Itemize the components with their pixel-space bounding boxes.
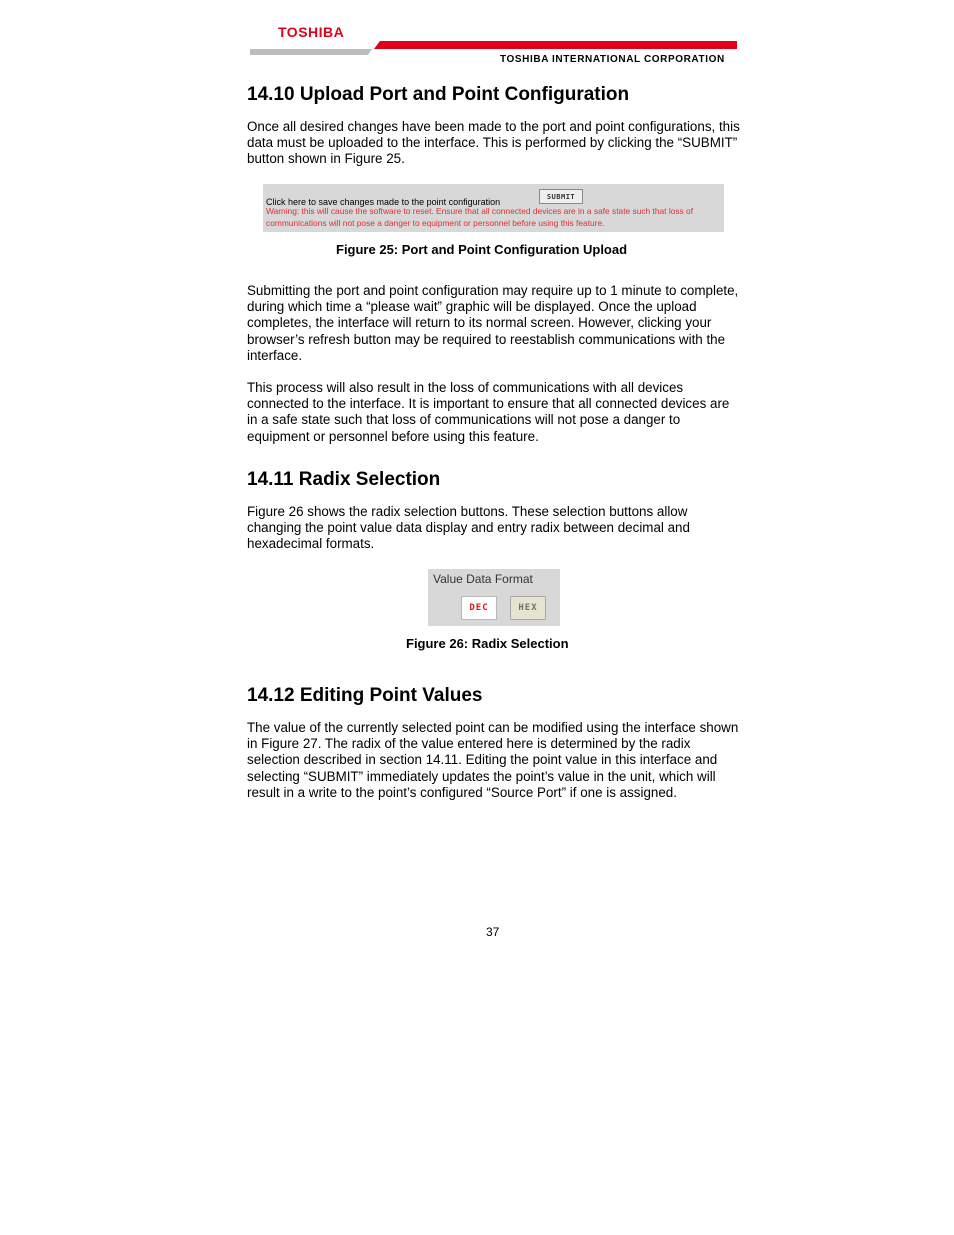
brand-logo: TOSHIBA: [278, 24, 345, 40]
heading-14-10: 14.10 Upload Port and Point Configuration: [247, 84, 630, 105]
submit-button[interactable]: SUBMIT: [539, 189, 583, 204]
header-band-red: [374, 41, 737, 49]
paragraph-radix-intro: Figure 26 shows the radix selection buttons. These selection buttons allow changing the point value data display and entry radix between decimal and hexadecimal formats.: [247, 504, 690, 552]
heading-14-12: 14.12 Editing Point Values: [247, 685, 483, 706]
page-number: 37: [486, 925, 500, 939]
value-data-format-title: Value Data Format: [433, 572, 533, 586]
submit-warning: Warning: this will cause the software to reset. Ensure that all connected devices are in a safe state such that loss of communications will not pose a danger to equipment or personnel before using this feature.: [266, 206, 694, 228]
corporation-name: TOSHIBA INTERNATIONAL CORPORATION: [500, 54, 725, 65]
dec-button[interactable]: DEC: [461, 596, 497, 620]
figure-25-caption: Figure 25: Port and Point Configuration Upload: [336, 242, 628, 257]
header-band-gray: [250, 49, 372, 55]
paragraph-upload-warning: This process will also result in the loss of communications with all devices connected to the interface. It is important to ensure that all connected devices are in a safe state such that loss of communications will not pose a danger to equipment or personnel before using this feature.: [247, 380, 730, 444]
paragraph-editing-values: The value of the currently selected point can be modified using the interface shown in Figure 27. The radix of the value entered here is determined by the radix selection described in section 14.11. Editing the point value in this interface and selecting “SUBMIT” immediately updates the point’s value in the unit, which will result in a write to the point’s configured “Source Port” if one is assigned.: [247, 720, 739, 800]
figure-26-caption: Figure 26: Radix Selection: [406, 636, 569, 651]
figure-25-submit-panel: [263, 184, 724, 232]
submit-label: Click here to save changes made to the point configuration: [266, 197, 501, 207]
paragraph-upload-timing: Submitting the port and point configuration may require up to 1 minute to complete, during which time a “please wait” graphic will be displayed. Once the upload completes, the interface will return to its normal screen. However, clicking your browser’s refresh button may be required to reestablish communications with the interface.: [247, 283, 739, 363]
hex-button[interactable]: HEX: [510, 596, 546, 620]
figure-26-radix-panel: [428, 569, 560, 626]
paragraph-upload-intro: Once all desired changes have been made to the port and point configurations, this data must be uploaded to the interface. This is performed by clicking the “SUBMIT” button shown in Figure 25.: [247, 119, 740, 167]
heading-14-11: 14.11 Radix Selection: [247, 469, 441, 490]
